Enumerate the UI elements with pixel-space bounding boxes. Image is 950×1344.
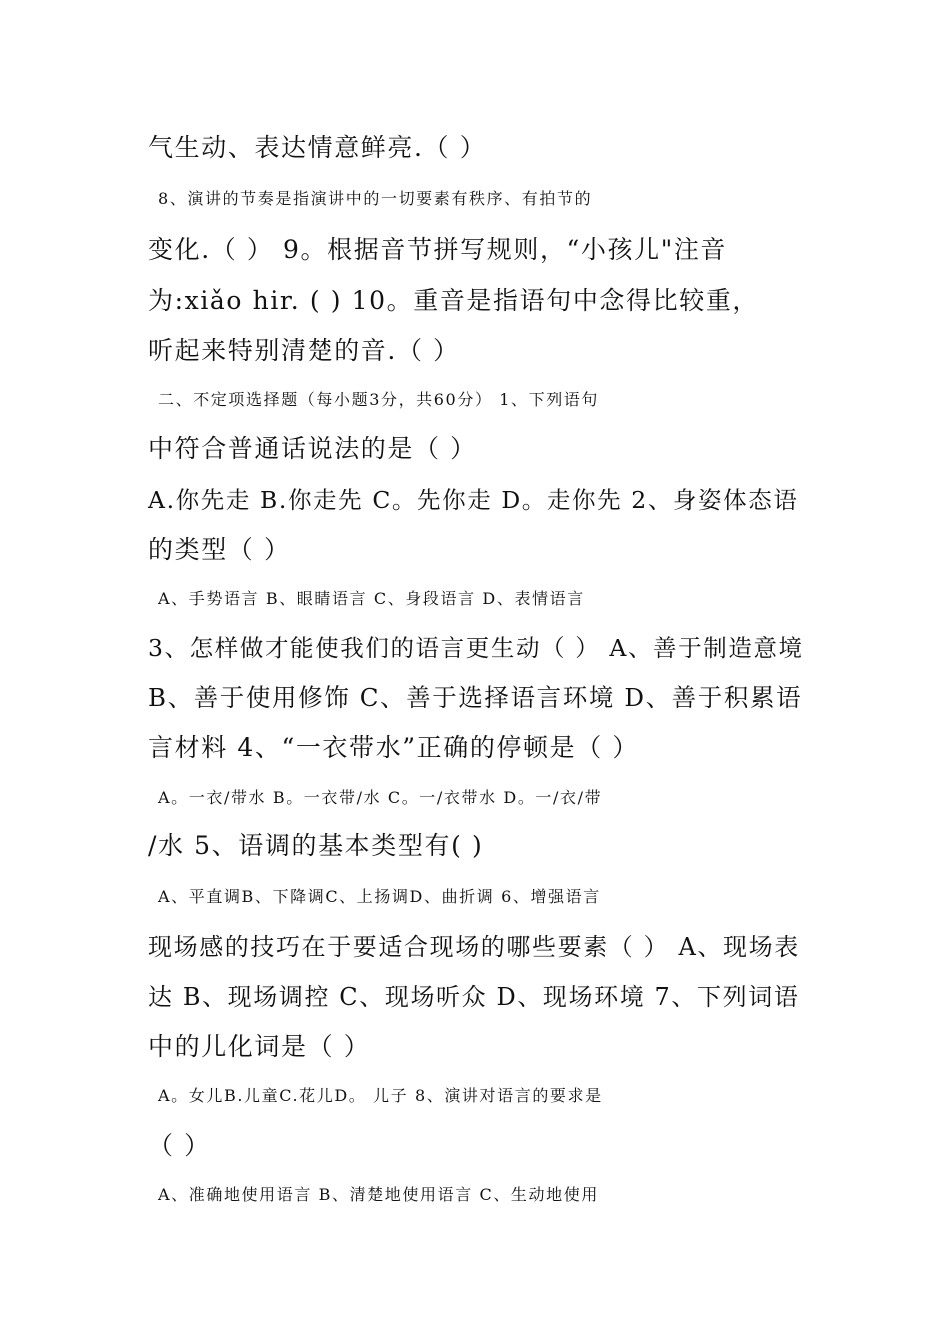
text-line: A。女儿B.儿童C.花儿D。 儿子 8、演讲对语言的要求是 bbox=[158, 1086, 603, 1105]
text-line: 3、怎样做才能使我们的语言更生动（ ） A、善于制造意境 bbox=[148, 634, 804, 662]
text-line: A.你先走 B.你走先 C。先你走 D。走你先 2、身姿体态语 bbox=[148, 486, 799, 514]
text-line: 听起来特别清楚的音.（ ） bbox=[148, 336, 460, 365]
text-line: A、准确地使用语言 B、清楚地使用语言 C、生动地使用 bbox=[158, 1185, 599, 1204]
text-line: /水 5、语调的基本类型有( ) bbox=[148, 831, 484, 860]
text-line: B、善于使用修饰 C、善于选择语言环境 D、善于积累语 bbox=[148, 683, 803, 712]
text-line: 达 B、现场调控 C、现场听众 D、现场环境 7、下列词语 bbox=[148, 983, 800, 1011]
text-line: 为:xiǎo hir. ( ) 10。重音是指语句中念得比较重， bbox=[148, 286, 760, 315]
text-line: 中的儿化词是（ ） bbox=[148, 1032, 371, 1061]
text-line: 言材料 4、“一衣带水”正确的停顿是（ ） bbox=[148, 733, 639, 762]
text-line: A、手势语言 B、眼睛语言 C、身段语言 D、表情语言 bbox=[158, 589, 585, 608]
text-line: 的类型（ ） bbox=[148, 535, 291, 564]
text-line: 中符合普通话说法的是（ ） bbox=[148, 434, 477, 463]
text-line: A、平直调B、下降调C、上扬调D、曲折调 6、增强语言 bbox=[158, 887, 601, 906]
text-line: （ ） bbox=[148, 1131, 211, 1160]
text-line: 气生动、表达情意鲜亮.（ ） bbox=[148, 133, 487, 162]
text-line: A。一衣/带水 B。一衣带/水 C。一/衣带水 D。一/衣/带 bbox=[158, 788, 603, 807]
text-line: 8、演讲的节奏是指演讲中的一切要素有秩序、有拍节的 bbox=[158, 189, 593, 208]
text-line: 现场感的技巧在于要适合现场的哪些要素（ ） A、现场表 bbox=[148, 933, 800, 961]
text-line: 二、不定项选择题（每小题3分，共60分） 1、下列语句 bbox=[158, 390, 600, 409]
text-line: 变化.（ ） 9。根据音节拼写规则，“小孩儿"注音 bbox=[148, 235, 728, 264]
